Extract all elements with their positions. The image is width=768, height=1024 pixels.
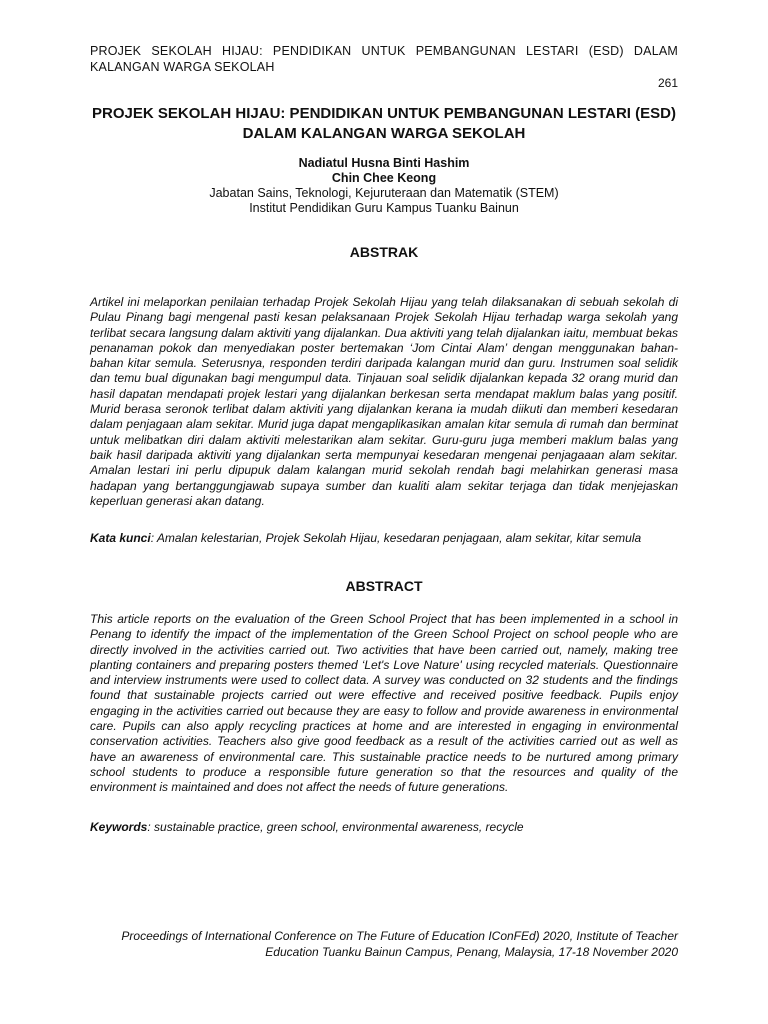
kata-kunci-line <box>90 531 678 546</box>
keywords-label: Keywords <box>90 820 148 834</box>
author-block <box>90 156 678 216</box>
author-name-2: Chin Chee Keong <box>331 171 437 185</box>
proceedings-footer: Proceedings of International Conference on The Future of Education IConFEd) 2020, Institute of Teacher Education Tuanku Bainun Campus, Penang, Malaysia, 17-18 November 2020 <box>121 929 678 959</box>
running-head: PROJEK SEKOLAH HIJAU: PENDIDIKAN UNTUK PEMBANGUNAN LESTARI (ESD) DALAM KALANGAN WARGA SEKOLAH <box>90 44 678 74</box>
abstract-body: This article reports on the evaluation of the Green School Project that has been implemented in a school in Penang to identify the impact of the implementation of the Green School Project on school people who are directly involved in the activities carried out. Two activities that have been carried out, namely, making tree planting containers and preparing posters themed ‘Let's Love Nature' using recycled materials. Questionnaire and interview instruments were used to collect data. A survey was conducted on 32 students and the findings found that sustainable projects carried out were effective and received positive feedback. Pupils enjoy engaging in the activities carried out because they are easy to follow and provide awareness in environmental care. Pupils can also apply recycling practices at home and are interested in engaging in environmental conservation activities. Teachers also give good feedback as a result of the activities carried out as well as have an awareness of environmental care. This sustainable practice needs to be nurtured among primary school students to produce a responsible future generation so that the resources and quality of the environment is maintained and does not affect the needs of future generations. <box>90 612 678 795</box>
paper-page <box>90 0 678 1024</box>
kata-kunci-list: : Amalan kelestarian, Projek Sekolah Hijau, kesedaran penjagaan, alam sekitar, kitar semula <box>150 531 642 545</box>
keywords-list: : sustainable practice, green school, environmental awareness, recycle <box>147 820 524 834</box>
author-name-1: Nadiatul Husna Binti Hashim <box>298 156 470 170</box>
affiliation-institute: Institut Pendidikan Guru Kampus Tuanku Bainun <box>249 201 519 215</box>
paper-title: PROJEK SEKOLAH HIJAU: PENDIDIKAN UNTUK PEMBANGUNAN LESTARI (ESD) DALAM KALANGAN WARGA SEKOLAH <box>92 105 676 142</box>
keywords-line <box>90 820 678 835</box>
kata-kunci-label: Kata kunci <box>90 531 151 545</box>
affiliation-department: Jabatan Sains, Teknologi, Kejuruteraan dan Matematik (STEM) <box>209 186 559 200</box>
abstrak-heading: ABSTRAK <box>349 244 419 260</box>
page-number: 261 <box>657 76 678 90</box>
abstract-heading: ABSTRACT <box>345 578 423 594</box>
abstrak-body: Artikel ini melaporkan penilaian terhadap Projek Sekolah Hijau yang telah dilaksanakan di sebuah sekolah di Pulau Pinang bagi mengenal pasti kesan pelaksanaan Projek Sekolah Hijau terhadap warga sekolah yang terlibat secara langsung dalam aktiviti yang dijalankan. Dua aktiviti yang telah dijalankan iaitu, membuat bekas penanaman pokok dan menyediakan poster bertemakan ‘Jom Cintai Alam’ dengan menggunakan bahan-bahan kitar semula. Seterusnya, responden terdiri daripada kalangan murid dan guru. Instrumen soal selidik dan temu bual digunakan bagi mengumpul data. Tinjauan soal selidik dijalankan kepada 32 orang murid dan hasil dapatan mendapati projek lestari yang dijalankan berkesan serta mendapat maklum balas yang positif. Murid berasa seronok terlibat dalam aktiviti yang dijalankan kerana ia mudah diikuti dan memberi kesedaran dalam penjagaan alam sekitar. Murid juga dapat mengaplikasikan amalan kitar semula di rumah dan berminat untuk melibatkan diri dalam aktiviti melestarikan alam sekitar. Guru-guru juga memberi maklum balas yang baik hasil daripada aktiviti yang dijalankan serta mempunyai kesedaran mengenai penjagaaan alam sekitar. Amalan lestari ini perlu dipupuk dalam kalangan murid sekolah rendah bagi melahirkan generasi masa hadapan yang bertanggungjawab supaya sumber dan kualiti alam sekitar terjaga dan tidak menjejaskan keperluan generasi akan datang. <box>90 295 678 508</box>
